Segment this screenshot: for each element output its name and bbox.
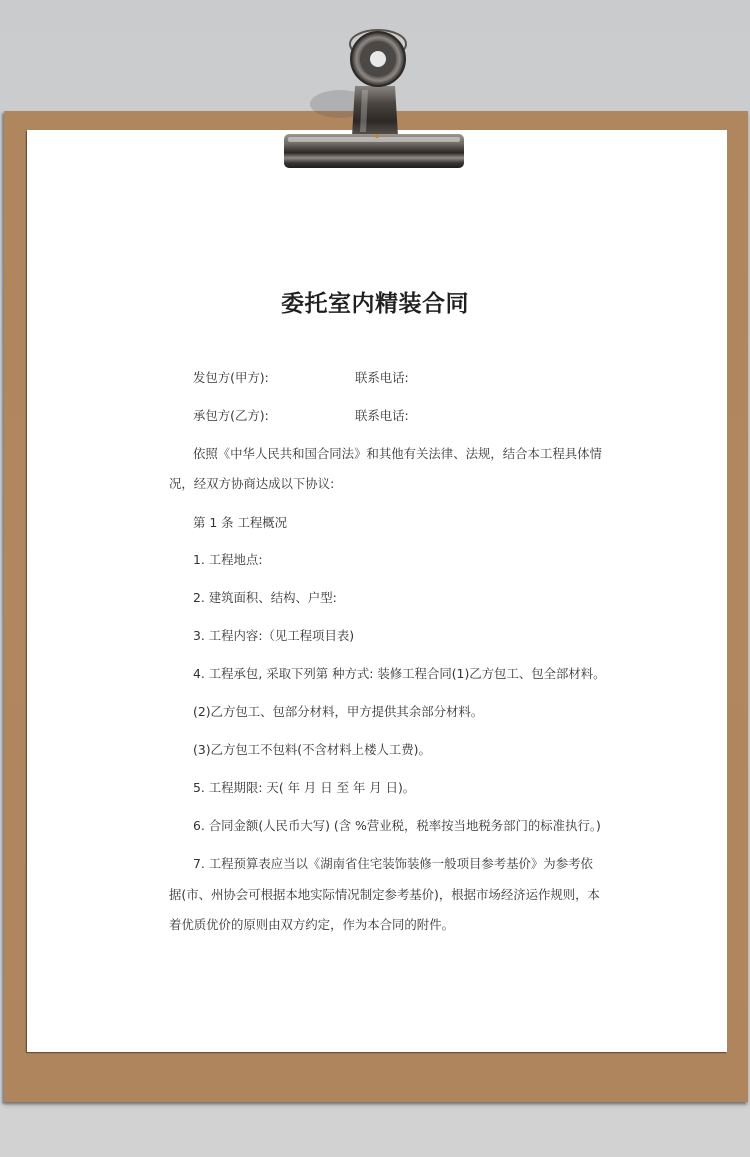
article-heading: 第 1 条 工程概况 [193,515,288,530]
article-item: 6. 合同金额(人民币大写) (含 %营业税，税率按当地税务部门的标准执行。) [193,818,601,833]
article-item: 2. 建筑面积、结构、户型: [193,590,337,605]
article-item: 1. 工程地点: [193,552,263,567]
party-a-label: 发包方(甲方): [193,370,269,385]
article-item: (3)乙方包工不包料(不含材料上楼人工费)。 [193,742,431,757]
party-b-phone-label: 联系电话: [355,408,409,423]
item7-line-3: 着优质优价的原则由双方约定，作为本合同的附件。 [169,917,454,932]
paper-sheet [27,130,727,1052]
article-item: (2)乙方包工、包部分材料，甲方提供其余部分材料。 [193,704,484,719]
item7-line-2: 据(市、州协会可根据本地实际情况制定参考基价)，根据市场经济运作规则，本 [169,887,600,902]
article-item: 5. 工程期限: 天( 年 月 日 至 年 月 日)。 [193,780,416,795]
binder-clip-icon [280,24,470,174]
item7-line-1: 7. 工程预算表应当以《湖南省住宅装饰装修一般项目参考基价》为参考依 [193,856,593,871]
article-item: 4. 工程承包, 采取下列第 种方式: 装修工程合同(1)乙方包工、包全部材料。 [193,666,606,681]
party-b-label: 承包方(乙方): [193,408,269,423]
article-item: 3. 工程内容:（见工程项目表) [193,628,355,643]
page-title: 委托室内精装合同 [281,291,469,317]
intro-line-1: 依照《中华人民共和国合同法》和其他有关法律、法规，结合本工程具体情 [193,446,602,461]
party-a-phone-label: 联系电话: [355,370,409,385]
intro-line-2: 况，经双方协商达成以下协议: [169,476,335,491]
